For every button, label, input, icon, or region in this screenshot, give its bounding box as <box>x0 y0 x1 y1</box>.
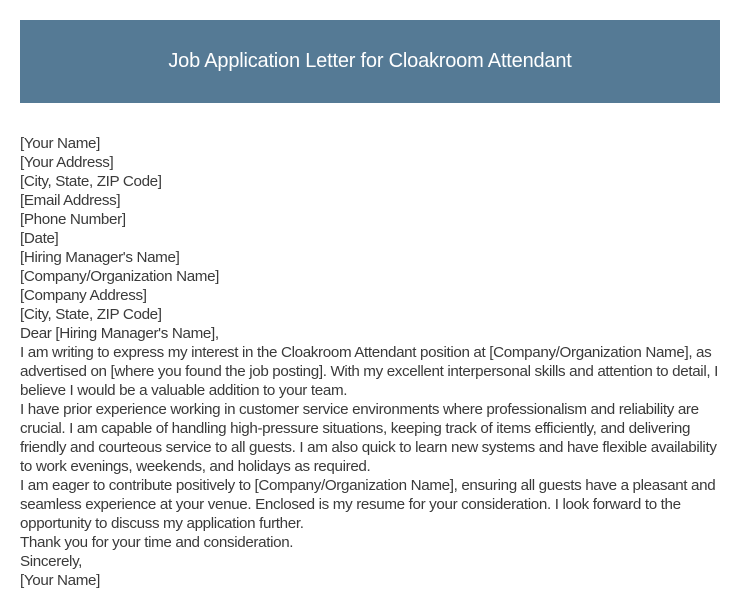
paragraph-contribution: I am eager to contribute positively to [Company/Organization Name], ensuring all guests have a pleasant and seamless experience at your venue. Enclosed is my resume for your consideration. I look forward to the opportunity to discuss my application further. <box>20 477 716 532</box>
recipient-organization: [Company/Organization Name] <box>20 268 220 285</box>
sender-phone: [Phone Number] <box>20 211 126 228</box>
page-title: Job Application Letter for Cloakroom Attendant <box>168 50 572 72</box>
letter-date: [Date] <box>20 230 59 247</box>
title-banner <box>20 20 720 103</box>
closing: Sincerely, <box>20 553 83 570</box>
recipient-address: [Company Address] <box>20 287 147 304</box>
signature: [Your Name] <box>20 572 101 589</box>
letter-body <box>20 134 722 590</box>
recipient-city-state-zip: [City, State, ZIP Code] <box>20 306 162 323</box>
sender-name: [Your Name] <box>20 135 101 152</box>
paragraph-thanks: Thank you for your time and consideration. <box>20 534 294 551</box>
sender-email: [Email Address] <box>20 192 121 209</box>
paragraph-intro: I am writing to express my interest in the Cloakroom Attendant position at [Company/Organization Name], as advertised on [where you found the job posting]. With my excellent interpersonal skills and attention to detail, I believe I would be a valuable addition to your team. <box>20 344 718 399</box>
recipient-name: [Hiring Manager's Name] <box>20 249 180 266</box>
paragraph-experience: I have prior experience working in customer service environments where professionalism and reliability are crucial. I am capable of handling high-pressure situations, keeping track of items efficiently, and delivering friendly and courteous service to all guests. I am also quick to learn new systems and have flexible availability to work evenings, weekends, and holidays as required. <box>20 401 717 475</box>
salutation: Dear [Hiring Manager's Name], <box>20 325 219 342</box>
sender-address: [Your Address] <box>20 154 114 171</box>
sender-city-state-zip: [City, State, ZIP Code] <box>20 173 162 190</box>
